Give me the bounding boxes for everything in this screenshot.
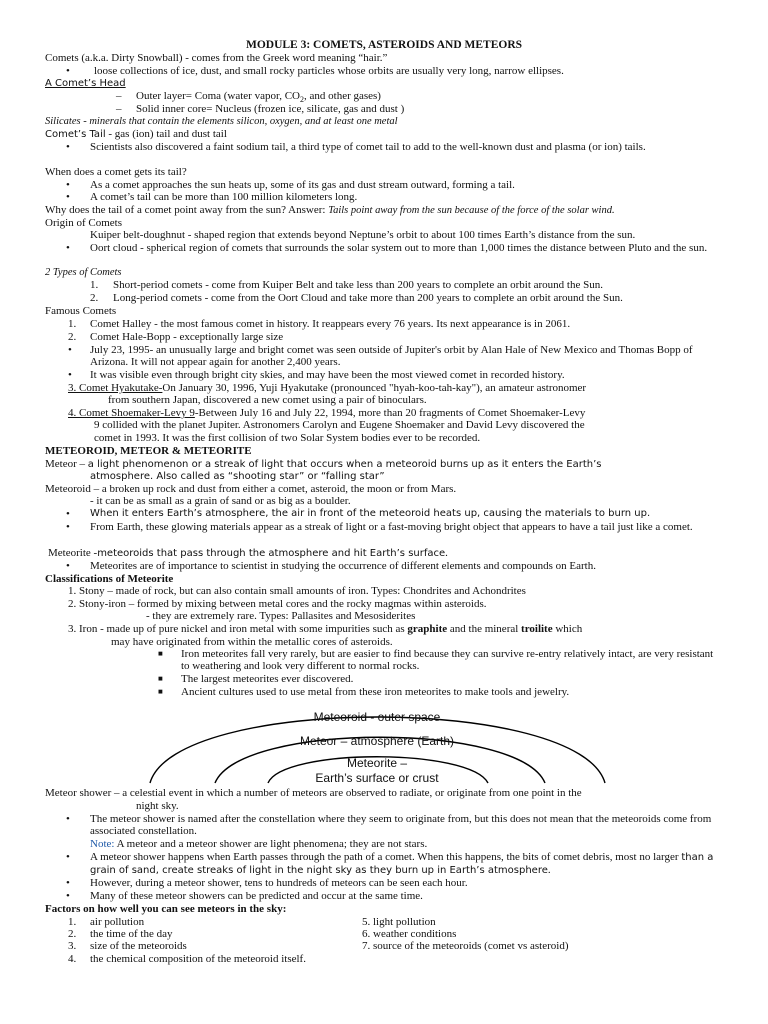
class-stony-iron-cont: - they are extremely rare. Types: Pallasites and Mesosiderites: [146, 610, 416, 622]
factor-item: 7. source of the meteoroids (comet vs asteroid): [362, 940, 569, 952]
square-bullet-icon: ■: [158, 687, 163, 696]
classifications-heading: Classifications of Meteorite: [45, 573, 174, 585]
dash-icon: –: [116, 103, 122, 115]
comets-intro: Comets (a.k.a. Dirty Snowball) - comes from the Greek word meaning “hair.”: [45, 52, 388, 64]
iron-sub-3: Ancient cultures used to use metal from these iron meteorites to make tools and jewelry.: [181, 686, 570, 698]
origin-kuiper: Kuiper belt-doughnut - shaped region that extends beyond Neptune’s orbit to about 100 times Earth’s distance from the sun.: [90, 229, 636, 241]
comet-head-outer: Outer layer= Coma (water vapor, $CO_2$, and other gases): [136, 90, 381, 105]
meteor-definition-cont: atmosphere. Also called as “shooting star” or “falling star”: [90, 471, 385, 482]
shower-note: Note: A meteor and a meteor shower are light phenomena; they are not stars.: [90, 838, 428, 850]
meteorite-bullet: Meteorites are of importance to scientist in studying the occurrence of different elements and compounds on Earth.: [90, 560, 596, 572]
bullet-icon: •: [66, 877, 70, 889]
meteoroid-definition: Meteoroid – a broken up rock and dust from either a comet, asteroid, the moon or from Mars.: [45, 483, 457, 495]
diagram-meteor-label: Meteor – atmosphere (Earth): [299, 734, 455, 748]
bullet-icon: •: [66, 890, 70, 902]
famous-3-cont: from southern Japan, discovered a new comet using a pair of binoculars.: [108, 394, 427, 406]
shower-bullet-4: Many of these meteor showers can be predicted and occur at the same time.: [90, 890, 423, 902]
factor-num: 1.: [68, 916, 77, 928]
meteor-shower-definition: Meteor shower – a celestial event in which a number of meteors are observed to radiate, or originate from one point in the: [45, 787, 582, 799]
bullet-icon: •: [66, 179, 70, 191]
bullet-icon: •: [66, 191, 70, 203]
diagram-meteorite-label-1: Meteorite –: [346, 756, 408, 770]
diagram-meteorite-label-2: Earth’s surface or crust: [315, 771, 439, 785]
famous-num-2: 2.: [68, 331, 77, 343]
factor-num: 4.: [68, 953, 77, 965]
bullet-icon: •: [66, 242, 70, 254]
class-iron-cont: may have originated from within the metallic cores of asteroids.: [111, 636, 393, 648]
types-heading: 2 Types of Comets: [45, 267, 122, 278]
iron-sub-1: Iron meteorites fall very rarely, but are easier to find because they can survive re-entry relatively intact, are very resistant to weathering and look very different to normal rocks.: [181, 648, 714, 672]
square-bullet-icon: ■: [158, 674, 163, 683]
bullet-icon: •: [68, 344, 72, 356]
when-bullet-2: A comet’s tail can be more than 100 million kilometers long.: [90, 191, 358, 203]
meteoroid-bullet-1: When it enters Earth’s atmosphere, the air in front of the meteoroid heats up, causing the materials to burn up.: [90, 508, 651, 519]
comet-tail-heading: Comet’s Tail - gas (ion) tail and dust tail: [45, 128, 227, 140]
class-stony-iron: 2. Stony-iron – formed by mixing between metal cores and the rocky magmas within asteroids.: [68, 598, 487, 610]
factor-num: 3.: [68, 940, 77, 952]
comet-head-heading: A Comet’s Head: [45, 78, 126, 89]
comets-bullet: loose collections of ice, dust, and small rocky particles whose orbits are usually very long, narrow ellipses.: [94, 65, 564, 77]
comet-tail-bullet: Scientists also discovered a faint sodium tail, a third type of comet tail to add to the well-known dust and plasma (or ion) tails.: [90, 141, 646, 153]
factor-item: 6. weather conditions: [362, 928, 457, 940]
silicates-definition: Silicates - minerals that contain the elements silicon, oxygen, and at least one metal: [45, 116, 398, 127]
meteor-shower-definition-cont: night sky.: [136, 800, 179, 812]
origin-oort: Oort cloud - spherical region of comets that surrounds the solar system out to more than 1,000 times the distance between Pluto and the sun.: [90, 242, 708, 254]
famous-heading: Famous Comets: [45, 305, 117, 317]
bullet-icon: •: [66, 65, 70, 77]
famous-4: 4. Comet Shoemaker-Levy 9-Between July 16 and July 22, 1994, more than 20 fragments of Comet Shoemaker-Levy: [68, 407, 586, 419]
famous-2-bullet-2: It was visible even through bright city skies, and may have been the most viewed comet in recorded history.: [90, 369, 565, 381]
famous-2: Comet Hale-Bopp - exceptionally large size: [90, 331, 284, 343]
shower-bullet-1: The meteor shower is named after the constellation where they seem to originate from, but this does not mean that the meteoroids come from associated constellation.: [90, 813, 712, 837]
type-num-1: 1.: [90, 279, 99, 291]
class-stony: 1. Stony – made of rock, but can also contain small amounts of iron. Types: Chondrites and Achondrites: [68, 585, 526, 597]
factor-item: size of the meteoroids: [90, 940, 187, 952]
famous-3: 3. Comet Hyakutake-On January 30, 1996, Yuji Hyakutake (pronounced "hyah-koo-tah-kay"), an amateur astronomer: [68, 382, 587, 394]
shower-bullet-3: However, during a meteor shower, tens to hundreds of meteors can be seen each hour.: [90, 877, 468, 889]
factor-item: air pollution: [90, 916, 145, 928]
bullet-icon: •: [66, 813, 70, 825]
famous-1: Comet Halley - the most famous comet in history. It reappears every 76 years. Its next appearance is in 2061.: [90, 318, 571, 330]
when-bullet-1: As a comet approaches the sun heats up, some of its gas and dust stream outward, forming a tail.: [90, 179, 515, 191]
bullet-icon: •: [66, 560, 70, 572]
type-1: Short-period comets - come from Kuiper Belt and take less than 200 years to complete an orbit around the Sun.: [113, 279, 603, 291]
factor-item: the chemical composition of the meteoroid itself.: [90, 953, 306, 965]
square-bullet-icon: ■: [158, 649, 163, 658]
when-question: When does a comet gets its tail?: [45, 166, 187, 178]
origin-heading: Origin of Comets: [45, 217, 122, 229]
type-2: Long-period comets - come from the Oort Cloud and take more than 200 years to complete an orbit around the Sun.: [113, 292, 623, 304]
famous-2-bullet-1: July 23, 1995- an unusually large and bright comet was seen outside of Jupiter's orbit by Alan Hale of New Mexico and Thomas Bopp of Arizona. It will not appear again for another 2,400 years.: [90, 344, 693, 368]
shower-bullet-2: A meteor shower happens when Earth passes through the path of a comet. When this happens, the bits of comet debris, most no larger than a grain of sand, create streaks of light in the night sky as they burn up in Earth’s atmosphere.: [90, 851, 714, 876]
factor-item: the time of the day: [90, 928, 173, 940]
why-question: Why does the tail of a comet point away from the sun? Answer: Tails point away from the sun because of the force of the solar wind.: [45, 204, 615, 216]
class-iron: 3. Iron - made up of pure nickel and iron metal with some impurities such as graphite and the mineral troilite which: [68, 623, 583, 635]
page-title: MODULE 3: COMETS, ASTEROIDS AND METEORS: [245, 39, 523, 51]
comet-head-inner: Solid inner core= Nucleus (frozen ice, silicate, gas and dust ): [136, 103, 405, 115]
iron-sub-2: The largest meteorites ever discovered.: [181, 673, 354, 685]
meteorite-definition: Meteorite -meteoroids that pass through the atmosphere and hit Earth’s surface.: [48, 547, 448, 559]
bullet-icon: •: [66, 508, 70, 520]
meteoroid-bullet-2: From Earth, these glowing materials appear as a streak of light or a fast-moving bright object that appears to have a tail just like a comet.: [90, 521, 693, 533]
bullet-icon: •: [66, 141, 70, 153]
famous-4-cont-2: comet in 1993. It was the first collision of two Solar System bodies ever to be recorded.: [94, 432, 481, 444]
type-num-2: 2.: [90, 292, 99, 304]
bullet-icon: •: [66, 521, 70, 533]
famous-num-1: 1.: [68, 318, 77, 330]
bullet-icon: •: [66, 851, 70, 863]
dash-icon: –: [116, 90, 122, 102]
meteoroid-size: - it can be as small as a grain of sand or as big as a boulder.: [90, 495, 351, 507]
meteor-definition: Meteor – a light phenomenon or a streak of light that occurs when a meteoroid burns up as it enters the Earth’s: [45, 458, 602, 470]
diagram-meteoroid-label: Meteoroid - outer space: [313, 710, 441, 724]
bullet-icon: •: [68, 369, 72, 381]
factor-num: 2.: [68, 928, 77, 940]
famous-4-cont-1: 9 collided with the planet Jupiter. Astronomers Carolyn and Eugene Shoemaker and David Levy discovered the: [94, 419, 585, 431]
factor-item: 5. light pollution: [362, 916, 436, 928]
factors-heading: Factors on how well you can see meteors in the sky:: [45, 903, 287, 915]
mmm-heading: METEOROID, METEOR & METEORITE: [45, 445, 252, 457]
